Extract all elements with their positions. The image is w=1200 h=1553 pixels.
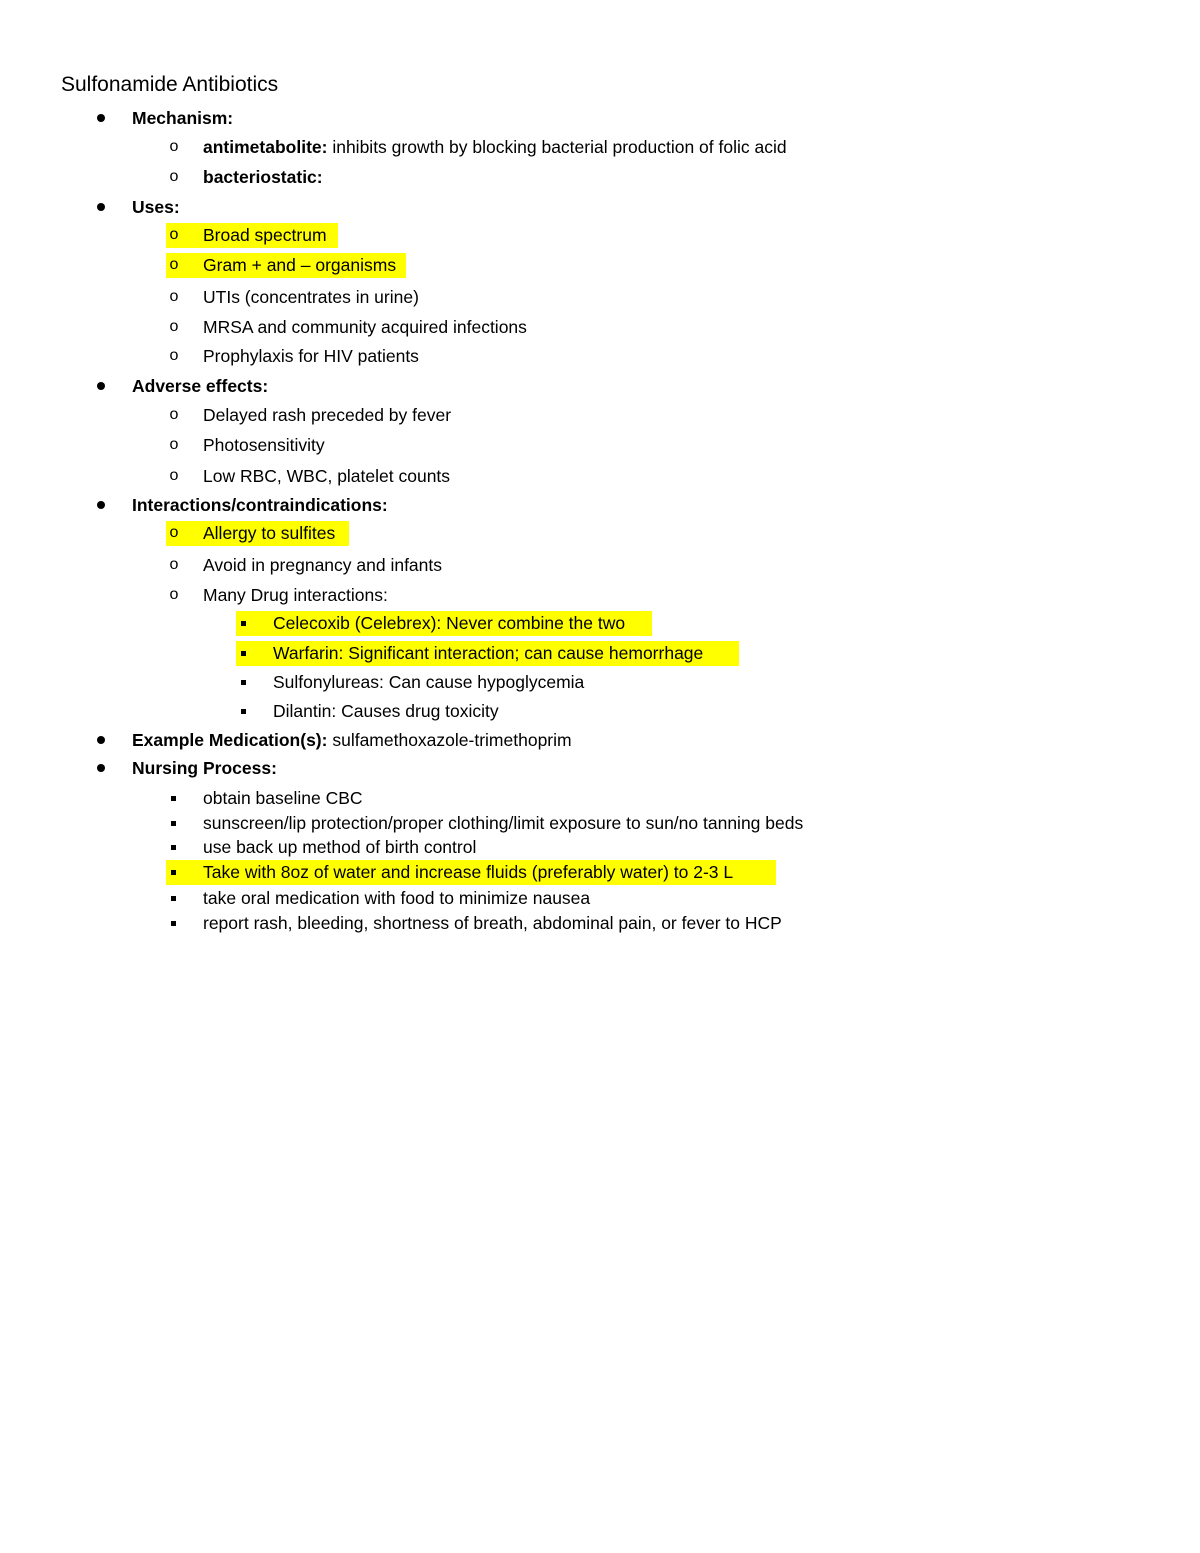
bullet-circle-icon: o (169, 168, 179, 185)
example-medication-value: sulfamethoxazole-trimethoprim (327, 730, 572, 750)
bullet-square-icon (168, 786, 178, 810)
document-page: Sulfonamide Antibiotics Mechanism: o antimetabolite: inhibits growth by blocking bacterial production of folic acid o bacteriostatic: Uses: o Broad spectrum o Gram + and – organisms o UTIs (concentrates in urine) o MRSA and community acquired infections o Prophylaxis for HIV patients Adverse effects: o Delayed rash preceded by fever o Photosensitivity o Low RBC, WBC, platelet counts Interactions/contraindications: o Allergy to sulfites o Avoid in pregnancy and infants o Many Drug interactions: Celecoxib (Celebrex): Never combine the two Warfarin: Significant interaction; can cause hemorrhage Sulfonylureas: Can cause hypoglycemia Dilantin: Causes drug toxicity Example Medication(s): sulfamethoxazole-trimethoprim Nursing Process: obtain baseline CBC sunscreen/lip protection/proper clothing/limit exposure to sun/no tanning beds use back up method of birth control Take with 8oz of water and increase fluids (preferably water) to 2-3 L take oral medication with food to minimize nausea report rash, bleeding, shortness of breath, abdominal pain, or fever to HCP (0, 0, 1200, 1553)
bullet-circle-icon: o (169, 524, 179, 541)
bullet-disc-icon (96, 728, 106, 752)
bullet-disc-icon (96, 493, 106, 517)
bullet-circle-icon: o (169, 556, 179, 573)
bullet-circle-icon: o (169, 467, 179, 484)
section-heading: Interactions/contraindications: (132, 495, 388, 515)
bullet-circle-icon: o (169, 586, 179, 603)
bullet-disc-icon (96, 756, 106, 780)
section-heading: Uses: (132, 197, 180, 217)
term-description: inhibits growth by blocking bacterial production of folic acid (327, 137, 787, 157)
bullet-square-icon (168, 811, 178, 835)
bullet-circle-icon: o (169, 436, 179, 453)
bullet-disc-icon (96, 106, 106, 130)
bullet-square-icon (168, 886, 178, 910)
bullet-disc-icon (96, 195, 106, 219)
bullet-circle-icon: o (169, 138, 179, 155)
bullet-circle-icon: o (169, 347, 179, 364)
bullet-circle-icon: o (169, 256, 179, 273)
bullet-square-icon (238, 641, 248, 665)
section-heading: Example Medication(s): (132, 730, 328, 750)
section-heading: Mechanism: (132, 108, 234, 128)
bullet-square-icon (168, 911, 178, 935)
page-title: Sulfonamide Antibiotics (61, 73, 279, 96)
section-heading: Adverse effects: (132, 376, 269, 396)
bullet-circle-icon: o (169, 406, 179, 423)
bullet-square-icon (168, 860, 178, 884)
term-label: antimetabolite: (203, 137, 328, 157)
bullet-square-icon (238, 611, 248, 635)
bullet-square-icon (238, 699, 248, 723)
term-label: bacteriostatic: (203, 167, 323, 187)
section-heading: Nursing Process: (132, 758, 277, 778)
bullet-circle-icon: o (169, 318, 179, 335)
bullet-square-icon (168, 835, 178, 859)
bullet-circle-icon: o (169, 226, 179, 243)
bullet-circle-icon: o (169, 288, 179, 305)
bullet-disc-icon (96, 374, 106, 398)
bullet-square-icon (238, 670, 248, 694)
